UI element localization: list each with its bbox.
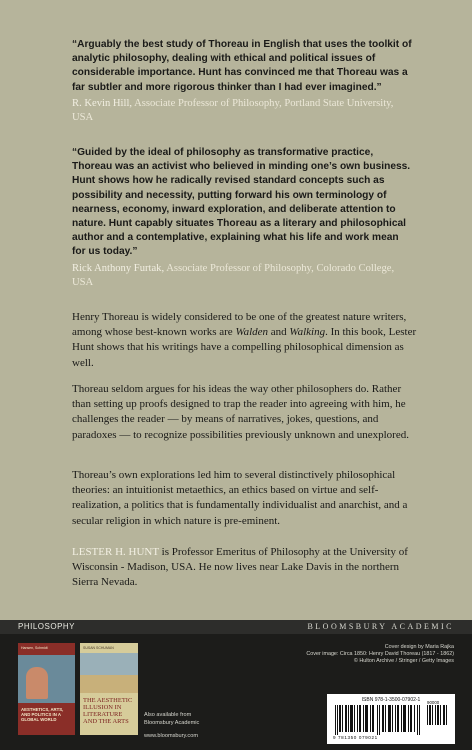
book-title-walking: Walking	[289, 326, 326, 339]
description-text: . In this book, Lester Hunt shows that his writings have a compelling philosophical dimension as well.	[72, 326, 417, 369]
barcode-icon	[335, 705, 423, 735]
publisher-url[interactable]: www.bloomsbury.com	[144, 733, 198, 739]
also-available-text	[144, 712, 199, 727]
description-paragraph-2: Thoreau seldom argues for his ideas the way other philosophers do. Rather than setting up proofs designed to trap the reader into agreeing with him, he challenges the reader — by means of narratives, jokes, questions, and paradoxes — to recognize possibilities previously unknown and unexplored.	[72, 383, 409, 441]
quote-1-attribution	[72, 97, 412, 125]
author-name: LESTER H. HUNT	[72, 546, 159, 558]
cover-credits	[306, 644, 454, 666]
quote-2-text: “Guided by the ideal of philosophy as transformative practice, Thoreau was an activist who believed in minding one’s own business. Hunt shows how he radically revised standard concepts such as possibility and necessity, putting forward his own terminology of nearness, economy, inward exploration, and deliberate attention to nature. Hunt capably situates Thoreau as a literary and philosophical author and a contemplative, explaining what his life and work mean for us today.”	[72, 147, 411, 258]
quote-2-name: Rick Anthony Furtak,	[72, 262, 165, 274]
book2-title: THE AESTHETIC ILLUSION IN LITERATURE AND THE ARTS	[83, 697, 133, 725]
also-available-line-2: Bloomsbury Academic	[144, 719, 200, 726]
barcode-digits: 9 781350 079021	[333, 735, 378, 740]
price-barcode-icon	[427, 705, 449, 725]
quote-1-name: R. Kevin Hill,	[72, 97, 133, 109]
book-title-walden: Walden	[235, 326, 269, 339]
quote-2-role: Associate Professor of Philosophy, Colorado College, USA	[72, 262, 395, 288]
book2-author: SUSAN SCHUMAN	[83, 646, 114, 650]
cover-design-credit: Cover design by Maria Rajka	[384, 644, 454, 650]
book1-author: Hansen, Schmidt	[21, 646, 48, 650]
book-cover-aesthetic-illusion	[80, 643, 138, 735]
quote-2-attribution	[72, 262, 412, 290]
category-label: PHILOSOPHY	[18, 622, 76, 631]
also-available-line-1: Also available from	[144, 712, 192, 718]
quote-2	[72, 146, 412, 290]
cover-image-copyright: © Hulton Archive / Stringer / Getty Images	[353, 658, 454, 665]
isbn-number: ISBN 978-1-3500-07902-1	[361, 697, 421, 703]
description-text: and	[268, 326, 290, 339]
description-paragraph-3: Thoreau’s own explorations led him to several distinctively philosophical theories: an intuitionist metaethics, an ethics based on virtue and self-realization, a politics that is fundamentally individualist and anarchist, and a secular religion in which nature is pre-eminent.	[72, 469, 408, 527]
book1-figure	[26, 667, 48, 699]
quote-1-role: Associate Professor of Philosophy, Portland State University, USA	[72, 97, 394, 124]
quote-1	[72, 38, 412, 125]
book1-title: AESTHETICS, ARTS, AND POLITICS IN A GLOBAL WORLD	[21, 707, 64, 722]
footer-band	[0, 620, 472, 750]
book-cover-aesthetics-arts-politics	[18, 643, 75, 735]
description-text: Henry Thoreau is widely considered to be one of the greatest nature writers, among whose best-known works are	[72, 311, 407, 339]
book2-artwork-ground	[80, 675, 138, 693]
quote-1-text: “Arguably the best study of Thoreau in English that uses the toolkit of analytic philosophy, dealing with ethical and political issues of considerable importance. Hunt has convinced me that Thoreau was a far subtler and more rigorous thinker than I had ever imagined.”	[72, 39, 412, 93]
author-bio	[72, 545, 422, 591]
barcode	[327, 694, 455, 744]
publisher-label: BLOOMSBURY ACADEMIC	[307, 622, 454, 631]
cover-image-credit: Cover image: Circa 1850: Henry David Thoreau (1817 - 1862)	[306, 651, 454, 658]
description-paragraph-1	[72, 310, 422, 371]
price-code-digits: 90000	[427, 700, 440, 705]
author-bio-text: is Professor Emeritus of Philosophy at the University of Wisconsin - Madison, USA. He now lives near Lake Davis in the northern Sierra Nevada.	[72, 546, 408, 589]
